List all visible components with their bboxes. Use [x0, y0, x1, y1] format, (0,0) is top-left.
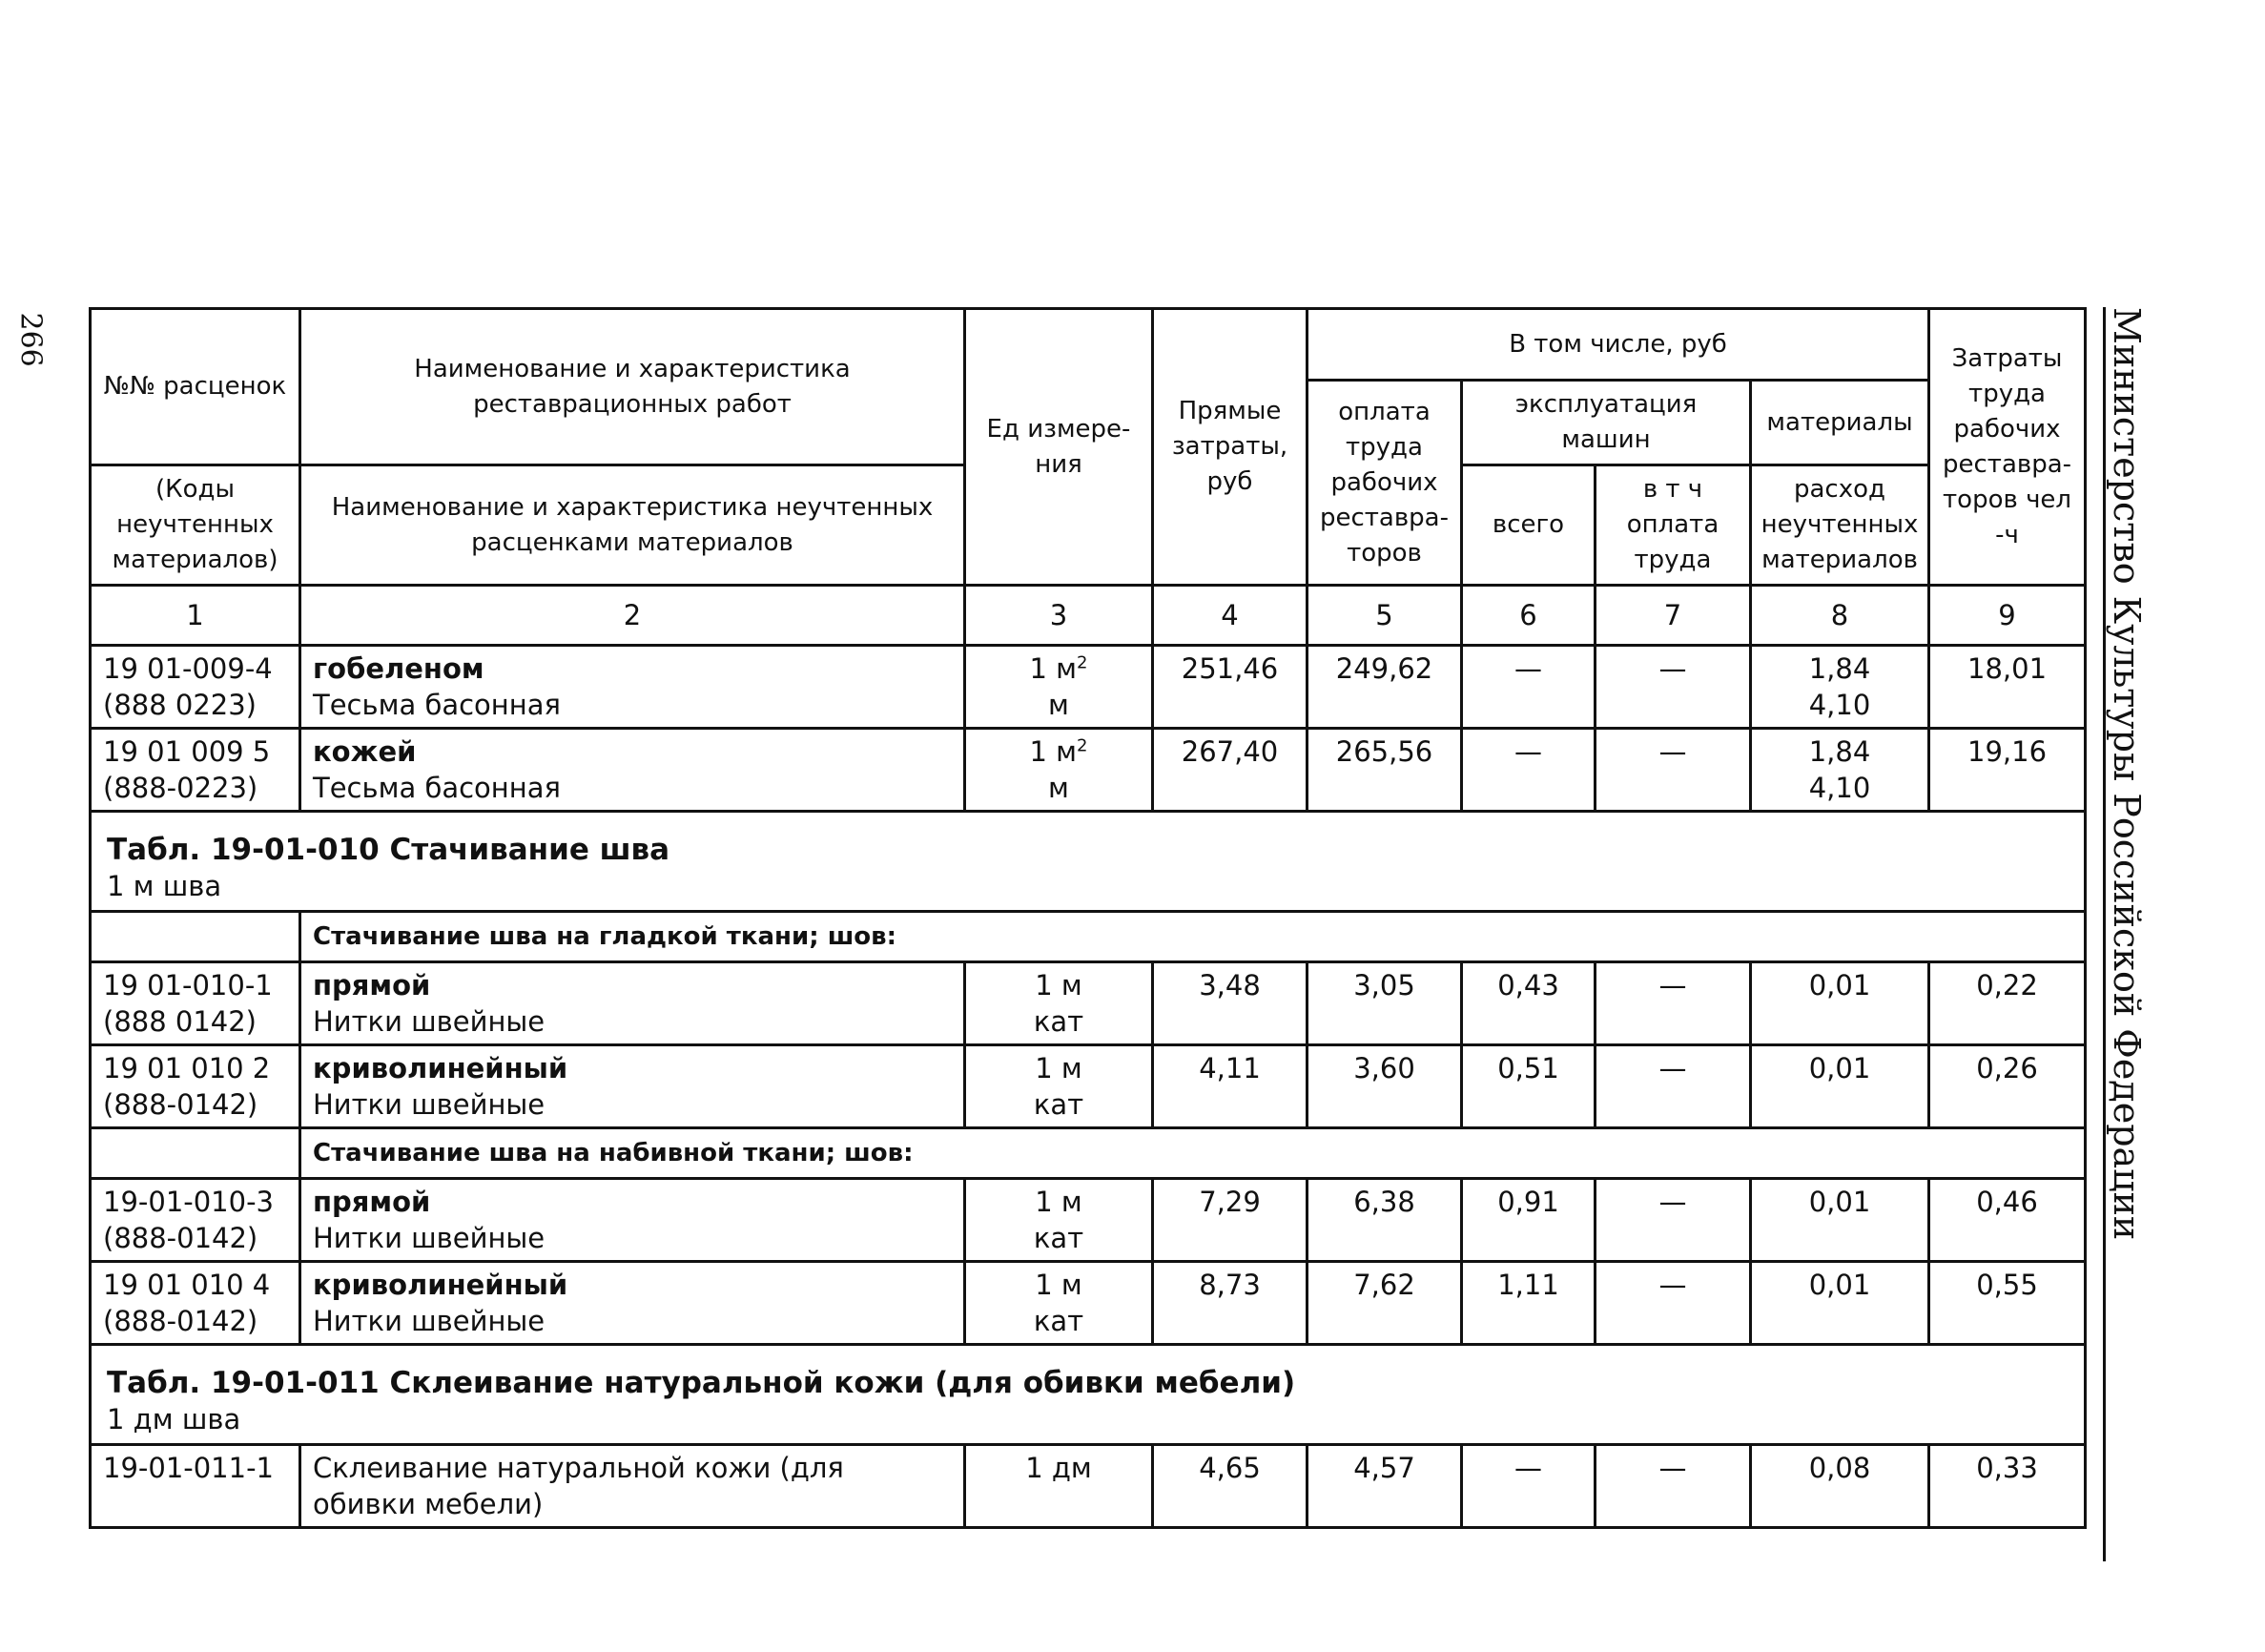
side-title: [2106, 307, 2148, 1547]
material-unit: м: [1048, 772, 1069, 804]
material-unit: кат: [1033, 1222, 1084, 1254]
unit: 1 дм: [965, 1445, 1153, 1528]
direct-costs: 3,48: [1153, 962, 1308, 1045]
header-material-name: Наименование и характеристика неучтенных расценками материалов: [300, 465, 965, 586]
material-unit: кат: [1033, 1088, 1084, 1121]
machines-wage: —: [1596, 962, 1751, 1045]
table-row: [91, 1262, 2086, 1345]
unit: 1 м: [1035, 1052, 1082, 1084]
wage: 265,56: [1308, 729, 1462, 812]
section-title: Табл. 19-01-011 Склеивание натуральной кожи (для обивки мебели): [107, 1366, 1296, 1400]
header-work-name: Наименование и характеристика реставрационных работ: [300, 309, 965, 465]
column-number: 7: [1596, 586, 1751, 646]
material-unit: м: [1048, 689, 1069, 721]
materials-cell: [1751, 646, 1929, 729]
table-row: [91, 729, 2086, 812]
column-number: 5: [1308, 586, 1462, 646]
name-cell: [300, 1179, 965, 1262]
materials: 0,01: [1751, 1045, 1929, 1128]
subsection-row: [91, 1128, 2086, 1179]
empty-cell: [91, 1128, 300, 1179]
section-row: [91, 1345, 2086, 1445]
material-code: (888-0142): [103, 1088, 258, 1121]
header-machines-wage: в т ч оплата труда: [1596, 465, 1751, 586]
labor: 0,22: [1929, 962, 2086, 1045]
material-unit: кат: [1033, 1305, 1084, 1337]
header-row-1: [91, 309, 2086, 381]
name-cell: [300, 1045, 965, 1128]
header-unit: Ед измере-ния: [965, 309, 1153, 586]
rate-code: 19 01 009 5: [103, 735, 271, 768]
work-name: Склеивание натуральной кожи (для обивки мебели): [300, 1445, 965, 1528]
empty-cell: [91, 912, 300, 962]
column-number: 1: [91, 586, 300, 646]
material-usage: 4,10: [1808, 772, 1871, 804]
labor: 18,01: [1929, 646, 2086, 729]
section-unit: 1 дм шва: [107, 1403, 241, 1435]
code-cell: [91, 962, 300, 1045]
machines-wage: —: [1596, 1045, 1751, 1128]
column-number: 9: [1929, 586, 2086, 646]
direct-costs: 7,29: [1153, 1179, 1308, 1262]
rate-code: 19-01-011-1: [91, 1445, 300, 1528]
work-name: прямой: [313, 1186, 431, 1218]
machines-total: 0,43: [1462, 962, 1596, 1045]
materials: 0,01: [1751, 1179, 1929, 1262]
direct-costs: 8,73: [1153, 1262, 1308, 1345]
code-cell: [91, 1179, 300, 1262]
machines-wage: —: [1596, 646, 1751, 729]
unit-cell: [965, 1262, 1153, 1345]
materials: 0,08: [1751, 1445, 1929, 1528]
header-machines-total: всего: [1462, 465, 1596, 586]
unit: 1 м: [1035, 969, 1082, 1002]
machines-wage: —: [1596, 729, 1751, 812]
column-number: 8: [1751, 586, 1929, 646]
rates-table: [89, 307, 2087, 1529]
material-code: (888 0142): [103, 1005, 257, 1038]
table-row: [91, 646, 2086, 729]
material-name: Тесьма басонная: [313, 772, 561, 804]
unit-cell: [965, 1179, 1153, 1262]
code-cell: [91, 646, 300, 729]
code-cell: [91, 1262, 300, 1345]
wage: 3,60: [1308, 1045, 1462, 1128]
work-name: кожей: [313, 735, 417, 768]
wage: 6,38: [1308, 1179, 1462, 1262]
section-heading: [91, 1345, 2086, 1445]
material-name: Тесьма басонная: [313, 689, 561, 721]
machines-total: —: [1462, 729, 1596, 812]
subsection-title: Стачивание шва на набивной ткани; шов:: [300, 1128, 2086, 1179]
machines-total: 0,51: [1462, 1045, 1596, 1128]
wage: 249,62: [1308, 646, 1462, 729]
name-cell: [300, 1262, 965, 1345]
subsection-row: [91, 912, 2086, 962]
table-row: [91, 1045, 2086, 1128]
header-group: В том числе, руб: [1308, 309, 1929, 381]
labor: 0,46: [1929, 1179, 2086, 1262]
section-row: [91, 812, 2086, 912]
column-number: 4: [1153, 586, 1308, 646]
section-unit: 1 м шва: [107, 870, 222, 902]
machines-total: —: [1462, 646, 1596, 729]
materials: 0,01: [1751, 962, 1929, 1045]
material-code: (888-0142): [103, 1305, 258, 1337]
machines-wage: —: [1596, 1445, 1751, 1528]
rate-code: 19-01-010-3: [103, 1186, 274, 1218]
material-unit: кат: [1033, 1005, 1084, 1038]
header-machines: эксплуатация машин: [1462, 381, 1751, 465]
work-name: криволинейный: [313, 1269, 568, 1301]
unit-cell: [965, 962, 1153, 1045]
column-number: 2: [300, 586, 965, 646]
work-name: прямой: [313, 969, 431, 1002]
direct-costs: 4,11: [1153, 1045, 1308, 1128]
header-labor: Затраты труда рабочих реставра-торов чел -ч: [1929, 309, 2086, 586]
material-code: (888 0223): [103, 689, 257, 721]
unit: 1 м: [1035, 1269, 1082, 1301]
rate-code: 19 01-010-1: [103, 969, 273, 1002]
side-title-text: Министерство Культуры Российской Федерации: [2106, 307, 2148, 1241]
direct-costs: 4,65: [1153, 1445, 1308, 1528]
table-row: [91, 1179, 2086, 1262]
section-title: Табл. 19-01-010 Стачивание шва: [107, 833, 670, 867]
header-direct-costs: Прямые затраты, руб: [1153, 309, 1308, 586]
material-name: Нитки швейные: [313, 1005, 546, 1038]
rate-code: 19 01-009-4: [103, 652, 273, 685]
labor: 0,33: [1929, 1445, 2086, 1528]
machines-total: —: [1462, 1445, 1596, 1528]
table-row: [91, 1445, 2086, 1528]
machines-wage: —: [1596, 1262, 1751, 1345]
header-material-usage: расход неучтенных материалов: [1751, 465, 1929, 586]
unit: 1 м: [1029, 735, 1078, 768]
name-cell: [300, 962, 965, 1045]
materials: 1,84: [1808, 735, 1871, 768]
materials-cell: [1751, 729, 1929, 812]
unit-cell: [965, 729, 1153, 812]
direct-costs: 251,46: [1153, 646, 1308, 729]
header-code: №№ расценок: [91, 309, 300, 465]
machines-wage: —: [1596, 1179, 1751, 1262]
unit-exponent: 2: [1077, 735, 1088, 756]
material-name: Нитки швейные: [313, 1088, 546, 1121]
name-cell: [300, 646, 965, 729]
column-number-row: [91, 586, 2086, 646]
table-row: [91, 962, 2086, 1045]
materials: 1,84: [1808, 652, 1871, 685]
wage: 7,62: [1308, 1262, 1462, 1345]
code-cell: [91, 729, 300, 812]
rate-code: 19 01 010 2: [103, 1052, 271, 1084]
subsection-title: Стачивание шва на гладкой ткани; шов:: [300, 912, 2086, 962]
unit: 1 м: [1029, 652, 1078, 685]
unit: 1 м: [1035, 1186, 1082, 1218]
unit-cell: [965, 646, 1153, 729]
machines-total: 1,11: [1462, 1262, 1596, 1345]
work-name: криволинейный: [313, 1052, 568, 1084]
labor: 0,26: [1929, 1045, 2086, 1128]
rate-code: 19 01 010 4: [103, 1269, 271, 1301]
labor: 19,16: [1929, 729, 2086, 812]
materials: 0,01: [1751, 1262, 1929, 1345]
unit-exponent: 2: [1077, 652, 1088, 673]
column-number: 6: [1462, 586, 1596, 646]
code-cell: [91, 1045, 300, 1128]
material-code: (888-0223): [103, 772, 258, 804]
material-code: (888-0142): [103, 1222, 258, 1254]
unit-cell: [965, 1045, 1153, 1128]
material-name: Нитки швейные: [313, 1222, 546, 1254]
section-heading: [91, 812, 2086, 912]
work-name: гобеленом: [313, 652, 484, 685]
direct-costs: 267,40: [1153, 729, 1308, 812]
wage: 3,05: [1308, 962, 1462, 1045]
column-number: 3: [965, 586, 1153, 646]
material-usage: 4,10: [1808, 689, 1871, 721]
name-cell: [300, 729, 965, 812]
labor: 0,55: [1929, 1262, 2086, 1345]
material-name: Нитки швейные: [313, 1305, 546, 1337]
wage: 4,57: [1308, 1445, 1462, 1528]
header-materials: материалы: [1751, 381, 1929, 465]
machines-total: 0,91: [1462, 1179, 1596, 1262]
header-wage: оплата труда рабочих реставра-торов: [1308, 381, 1462, 586]
page-number: 266: [13, 312, 48, 367]
header-material-code: (Коды неучтенных материалов): [91, 465, 300, 586]
